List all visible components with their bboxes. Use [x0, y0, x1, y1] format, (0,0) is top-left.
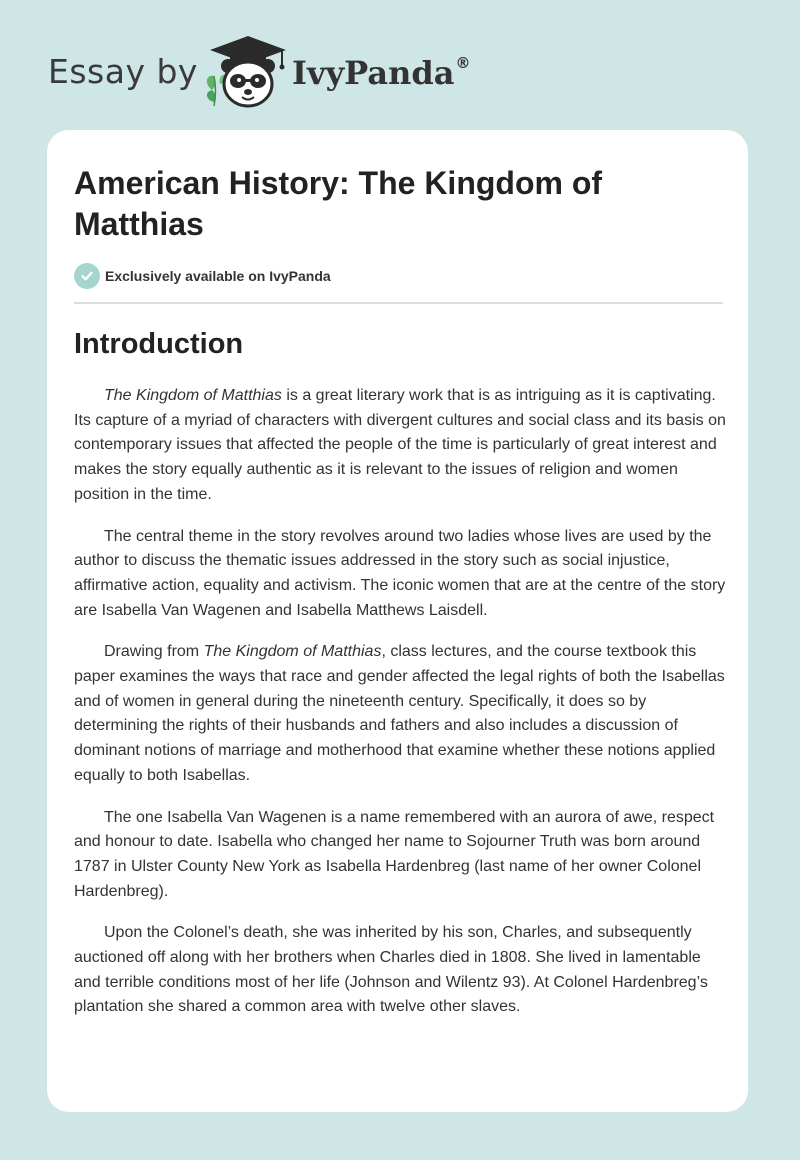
essay-card [47, 130, 748, 1112]
paragraph-3-text: , class lectures, and the course textbook this paper examines the ways that race and gender affected the legal rights of both the Isabellas and of women in general during the nineteenth century. Specifically, it does so by determining the rights of their husbands and fathers and also includes a discussion of dominant notions of marriage and motherhood that examine whether these notions applied equally to both Isabellas. [74, 643, 725, 784]
brand-header [48, 30, 508, 110]
badge-label: Exclusively available on IvyPanda [105, 268, 331, 284]
paragraph-3-lead: Drawing from [104, 643, 204, 661]
registered-mark: ® [455, 54, 471, 73]
divider [74, 302, 723, 304]
paragraph-3 [74, 640, 726, 788]
brand-prefix: Essay by [48, 52, 198, 91]
panda-graduate-icon [202, 34, 294, 110]
paragraph-1-text: is a great literary work that is as intriguing as it is captivating. Its capture of a myriad of characters with divergent cultures and social class and its basis on contemporary issues that affected the people of the time is particularly of great interest and makes the story equally authentic as it is relevant to the issues of religion and women position in the time. [74, 387, 726, 503]
paragraph-1 [74, 384, 726, 508]
article-body [74, 384, 726, 1037]
section-heading: Introduction [74, 328, 244, 360]
brand-name [292, 54, 470, 92]
brand-name-text: IvyPanda [292, 54, 455, 92]
paragraph-5: Upon the Colonel’s death, she was inherited by his son, Charles, and subsequently auctioned off along with her brothers when Charles died in 1808. She lived in lamentable and terrible conditions most of her life (Johnson and Wilentz 93). At Colonel Hardenbreg’s plantation she shared a common area with twelve other slaves. [74, 924, 708, 1016]
check-circle-icon [74, 263, 100, 289]
book-title-italic: The Kingdom of Matthias [104, 387, 282, 404]
paragraph-2: The central theme in the story revolves around two ladies whose lives are used by the author to discuss the thematic issues addressed in the story such as social injustice, affirmative action, equality and activism. The iconic women that are at the centre of the story are Isabella Van Wagenen and Isabella Matthews Laisdell. [74, 527, 726, 619]
book-title-italic: The Kingdom of Matthias [203, 643, 382, 661]
paragraph-4: The one Isabella Van Wagenen is a name remembered with an aurora of awe, respect and honour to date. Isabella who changed her name to Sojourner Truth was born around 1787 in Ulster County New York as Isabella Hardenbreg (last name of her owner Colonel Hardenbreg). [74, 808, 715, 900]
exclusive-badge [74, 263, 331, 289]
page-title: American History: The Kingdom of Matthias [74, 165, 603, 242]
